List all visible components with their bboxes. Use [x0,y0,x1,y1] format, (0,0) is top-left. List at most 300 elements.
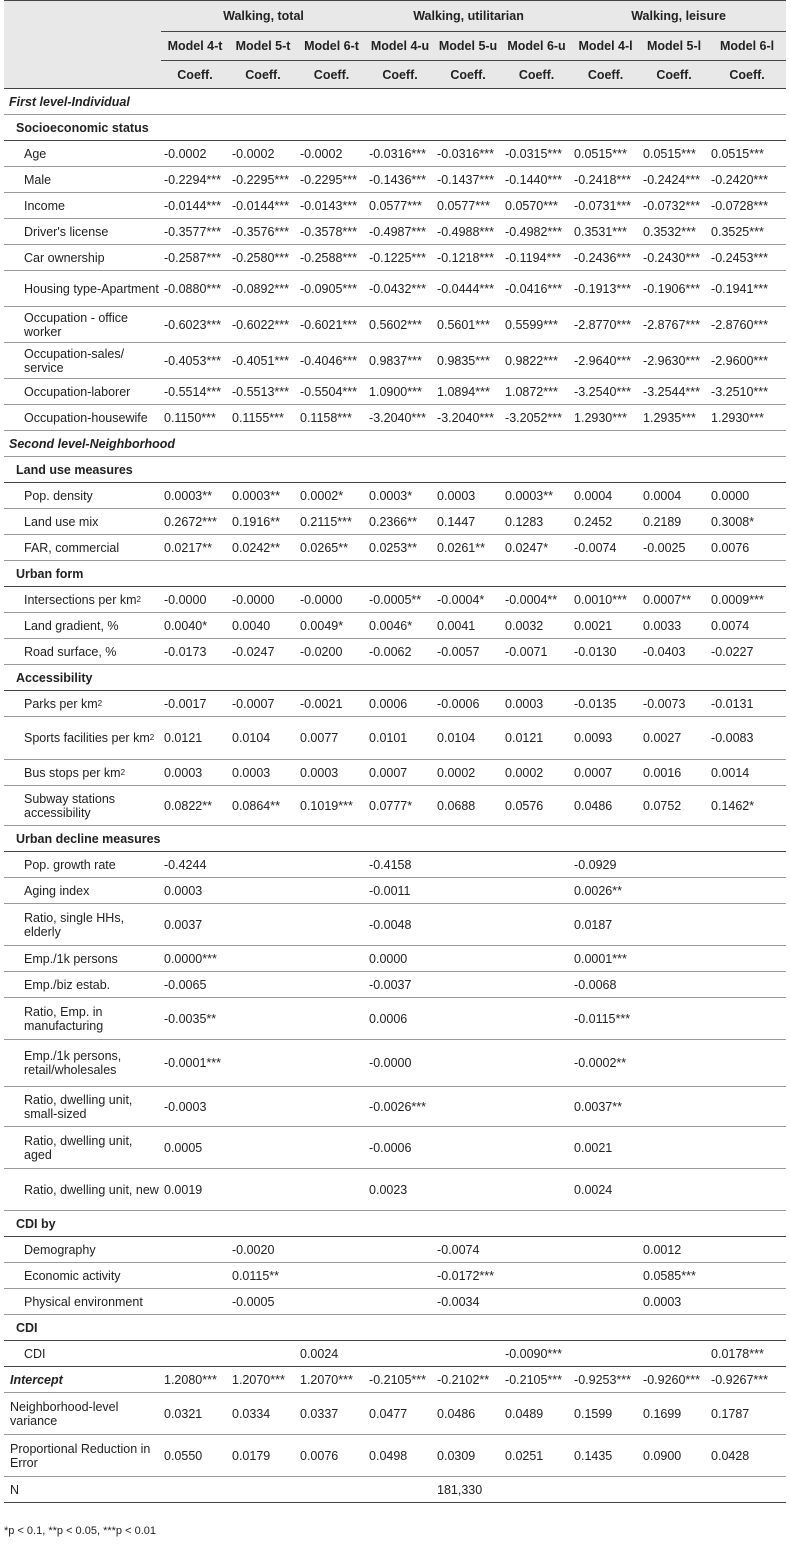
row-label [4,613,161,639]
coefficient-cell: 0.0550 [161,1435,229,1477]
coefficient-cell [571,1237,640,1263]
coefficient-cell: -2.8760*** [708,307,786,343]
row-label-text: Ratio, single HHs, elderly [24,910,125,939]
coefficient-cell: -0.1913*** [571,271,640,307]
coefficient-cell: 0.1283 [502,509,571,535]
coefficient-cell: -0.2587*** [161,245,229,271]
model-header: Model 4-l [571,32,640,61]
coefficient-cell [640,1040,708,1087]
coefficient-cell: 0.0265** [297,535,366,561]
row-label-text: Neighborhood-level variance [10,1399,119,1428]
coefficient-cell [297,946,366,972]
coefficient-cell [708,972,786,998]
coefficient-cell: 0.3525*** [708,219,786,245]
coefficient-cell: -0.6023*** [161,307,229,343]
coefficient-cell: 0.0121 [161,717,229,760]
coefficient-cell [502,878,571,904]
coefficient-cell: -0.4988*** [434,219,502,245]
coefficient-cell: 0.1019*** [297,786,366,826]
table-row [4,1367,786,1393]
row-label-text: Proportional Reduction in Error [10,1441,151,1470]
row-label-text: Pop. growth rate [24,857,116,872]
row-label-text: Sports facilities per km [24,731,150,745]
n-value: 181,330 [434,1477,502,1503]
superscript: 2 [97,698,103,708]
coefficient-cell: 0.1699 [640,1393,708,1435]
coefficient-cell [229,1087,297,1127]
coefficient-cell: 0.0515*** [708,141,786,167]
coefficient-cell: 0.0014 [708,760,786,786]
coefficient-cell: 0.0217** [161,535,229,561]
section-heading: Land use measures [4,457,786,483]
coefficient-cell: -0.0000 [161,587,229,613]
coefficient-cell: 0.0752 [640,786,708,826]
coefficient-cell [708,998,786,1040]
coefficient-cell [161,1289,229,1315]
coefficient-cell [297,972,366,998]
coefficient-cell [502,972,571,998]
table-row [4,717,786,760]
row-label [4,904,161,946]
table-row [4,639,786,665]
section-heading: Urban decline measures [4,826,786,852]
coefficient-cell: 0.0003 [297,760,366,786]
coefficient-cell: -0.0316*** [366,141,434,167]
table-row [4,61,786,89]
coefficient-cell: 0.0900 [640,1435,708,1477]
header-corner [4,32,161,61]
coefficient-cell: 0.0570*** [502,193,571,219]
model-header: Model 4-t [161,32,229,61]
coefficient-cell: -0.0728*** [708,193,786,219]
coefficient-cell: -0.0131 [708,691,786,717]
row-label-text: Car ownership [24,250,105,265]
model-header: Model 5-u [434,32,502,61]
coefficient-cell: 0.0000 [366,946,434,972]
coefficient-cell [434,852,502,878]
superscript: 2 [120,767,126,777]
coefficient-cell: 0.0037 [161,904,229,946]
table-row [4,946,786,972]
coefficient-cell [640,852,708,878]
row-label [4,691,161,717]
coefficient-cell: 1.2930*** [571,405,640,431]
coefficient-cell: 0.0021 [571,1127,640,1169]
table-row [4,167,786,193]
coefficient-cell: 0.0003 [434,483,502,509]
coefficient-cell: -0.0002 [297,141,366,167]
coefficient-cell: -0.0065 [161,972,229,998]
coefficient-cell: 0.0010*** [571,587,640,613]
coefficient-cell: -0.0068 [571,972,640,998]
row-label [4,509,161,535]
coefficient-cell: -0.6021*** [297,307,366,343]
coefficient-cell: 0.1155*** [229,405,297,431]
coefficient-cell [297,1237,366,1263]
coeff-header: Coeff. [161,61,229,89]
coeff-header: Coeff. [571,61,640,89]
section-heading: Socioeconomic status [4,115,786,141]
table-row [4,760,786,786]
row-label [4,535,161,561]
table-row [4,1237,786,1263]
coefficient-cell [502,1237,571,1263]
table-row [4,1040,786,1087]
coefficient-cell: -0.2424*** [640,167,708,193]
coefficient-cell [502,1289,571,1315]
coefficient-cell: -0.3576*** [229,219,297,245]
coefficient-cell: 0.0006 [366,691,434,717]
coefficient-cell: 0.0688 [434,786,502,826]
row-label [4,717,161,760]
coefficient-cell [502,998,571,1040]
table-row [4,1,786,32]
coefficient-cell: 0.0247* [502,535,571,561]
row-label-text: Subway stations accessibility [24,791,116,820]
section-heading: Second level-Neighborhood [4,431,786,457]
row-label [4,1341,161,1367]
coefficient-cell: -0.0315*** [502,141,571,167]
row-label-text: Occupation-sales/ service [24,346,125,375]
coefficient-cell: -0.0035** [161,998,229,1040]
coefficient-cell: -0.0002 [161,141,229,167]
coefficient-cell: -0.0731*** [571,193,640,219]
coefficient-cell [297,1169,366,1211]
coefficient-cell [434,1087,502,1127]
coefficient-cell: -0.0006 [434,691,502,717]
coefficient-cell [708,1087,786,1127]
coefficient-cell: -0.0002 [229,141,297,167]
table-row [4,483,786,509]
coefficient-cell: -0.2295*** [229,167,297,193]
row-label-text: Male [24,172,52,187]
coefficient-cell [229,1341,297,1367]
coefficient-cell: -0.4158 [366,852,434,878]
table-row [4,509,786,535]
coefficient-cell: -3.2544*** [640,379,708,405]
table-row [4,219,786,245]
row-label-text: Pop. density [24,488,93,503]
coefficient-cell: 0.0021 [571,613,640,639]
row-label-text: Road surface, % [24,644,117,659]
row-label-text: FAR, commercial [24,540,120,555]
row-label [4,1263,161,1289]
row-label [4,1169,161,1211]
coefficient-cell: -0.0002** [571,1040,640,1087]
row-label [4,483,161,509]
row-label-text: CDI [24,1346,46,1361]
coefficient-cell: -0.5513*** [229,379,297,405]
row-label [4,1367,161,1393]
coefficient-cell: 1.0900*** [366,379,434,405]
coefficient-cell: 0.2115*** [297,509,366,535]
row-label-text: Occupation - office worker [24,310,128,339]
coefficient-cell [502,1263,571,1289]
coefficient-cell: 0.9835*** [434,343,502,379]
coefficient-cell: -0.0048 [366,904,434,946]
coefficient-cell [640,904,708,946]
coefficient-cell: -0.0444*** [434,271,502,307]
section-heading: CDI [4,1315,786,1341]
coefficient-cell [640,878,708,904]
coefficient-cell [502,1127,571,1169]
model-header: Model 5-t [229,32,297,61]
row-label-text: Intersections per km [24,592,137,607]
coefficient-cell: 0.0477 [366,1393,434,1435]
coefficient-cell [640,1169,708,1211]
coefficient-cell: 0.0077 [297,717,366,760]
coefficient-cell: -0.0034 [434,1289,502,1315]
coefficient-cell: -0.0004** [502,587,571,613]
coefficient-cell: 0.2672*** [161,509,229,535]
row-label-text: Demography [24,1242,96,1257]
coefficient-cell: 0.0004 [571,483,640,509]
coefficient-cell: 0.0337 [297,1393,366,1435]
coefficient-cell: 0.0309 [434,1435,502,1477]
table-row [4,193,786,219]
coefficient-cell: -0.0130 [571,639,640,665]
coefficient-cell: -0.1440*** [502,167,571,193]
coefficient-cell: -0.0004* [434,587,502,613]
coefficient-cell: -0.0074 [434,1237,502,1263]
coefficient-cell: -0.0011 [366,878,434,904]
coefficient-cell: 0.1916** [229,509,297,535]
coefficient-cell: -2.9630*** [640,343,708,379]
coefficient-cell [161,1263,229,1289]
coefficient-cell [708,1289,786,1315]
row-label-text: Economic activity [24,1268,121,1283]
coefficient-cell: 0.0486 [571,786,640,826]
table-row [4,1393,786,1435]
coefficient-cell: -0.0071 [502,639,571,665]
table-row [4,587,786,613]
coefficient-cell: -0.0880*** [161,271,229,307]
row-label [4,852,161,878]
coefficient-cell: -0.0074 [571,535,640,561]
coefficient-cell [640,972,708,998]
coeff-header: Coeff. [366,61,434,89]
coefficient-cell [229,998,297,1040]
coefficient-cell [229,878,297,904]
coefficient-cell: 0.0251 [502,1435,571,1477]
row-label [4,946,161,972]
coefficient-cell: -2.9600*** [708,343,786,379]
coefficient-cell: -0.2102** [434,1367,502,1393]
empty-cell [366,1477,434,1503]
coefficient-cell [434,1040,502,1087]
table-row [4,613,786,639]
coefficient-cell [434,998,502,1040]
coefficient-cell [297,878,366,904]
coefficient-cell: 0.0428 [708,1435,786,1477]
table-row [4,852,786,878]
table-row [4,307,786,343]
coefficient-cell: -0.0403 [640,639,708,665]
coefficient-cell: 0.0515*** [640,141,708,167]
table-row [4,141,786,167]
row-label-text: Ratio, dwelling unit, new [24,1182,159,1197]
header-corner [4,61,161,89]
coefficient-cell: 0.0777* [366,786,434,826]
coeff-header: Coeff. [434,61,502,89]
coefficient-cell: -0.1218*** [434,245,502,271]
coefficient-cell: -0.0057 [434,639,502,665]
table-row [4,1477,786,1503]
group-header: Walking, utilitarian [366,1,571,32]
row-label [4,219,161,245]
coefficient-cell: -0.2430*** [640,245,708,271]
coefficient-cell: 0.0002* [297,483,366,509]
coefficient-cell: 0.2452 [571,509,640,535]
empty-cell [502,1477,571,1503]
table-row [4,405,786,431]
empty-cell [571,1477,640,1503]
coefficient-cell [708,1237,786,1263]
coefficient-cell: -0.0144*** [161,193,229,219]
coefficient-cell: -0.0143*** [297,193,366,219]
row-label [4,1435,161,1477]
coefficient-cell: -0.0073 [640,691,708,717]
table-row [4,1127,786,1169]
coefficient-cell: -0.2580*** [229,245,297,271]
coefficient-cell [571,1341,640,1367]
coefficient-cell: 1.0872*** [502,379,571,405]
coefficient-cell: -3.2510*** [708,379,786,405]
coefficient-cell: -0.0173 [161,639,229,665]
row-label [4,167,161,193]
coefficient-cell: -0.9260*** [640,1367,708,1393]
row-label-text: Aging index [24,883,90,898]
section-heading: Urban form [4,561,786,587]
coefficient-cell [708,946,786,972]
table-row [4,972,786,998]
row-label-text: Land use mix [24,514,99,529]
row-label-text: Housing type-Apartment [24,281,159,296]
coefficient-cell: 0.1447 [434,509,502,535]
coefficient-cell: 0.0019 [161,1169,229,1211]
row-label [4,1237,161,1263]
coefficient-cell [297,852,366,878]
coeff-header: Coeff. [640,61,708,89]
coefficient-cell [297,1040,366,1087]
coefficient-cell [640,1127,708,1169]
table-row [4,343,786,379]
coefficient-cell: 0.0261** [434,535,502,561]
coefficient-cell: 0.0003 [502,691,571,717]
coefficient-cell: 0.0121 [502,717,571,760]
coefficient-cell: -0.0017 [161,691,229,717]
coefficient-cell [366,1289,434,1315]
row-label [4,998,161,1040]
row-label-text: Ratio, dwelling unit, small-sized [24,1092,133,1121]
coefficient-cell: 0.0000 [708,483,786,509]
row-label [4,141,161,167]
coefficient-cell: 0.0005 [161,1127,229,1169]
row-label [4,1393,161,1435]
coefficient-cell: 0.0187 [571,904,640,946]
coefficient-cell: -0.4244 [161,852,229,878]
coefficient-cell: -0.0929 [571,852,640,878]
table-row [4,1211,786,1237]
coefficient-cell: 0.0003** [502,483,571,509]
coefficient-cell: -0.0732*** [640,193,708,219]
row-label-text: Emp./1k persons, retail/wholesales [24,1049,122,1077]
coefficient-cell: 0.0003* [366,483,434,509]
coefficient-cell: 0.0498 [366,1435,434,1477]
row-label [4,245,161,271]
table-row [4,904,786,946]
coefficient-cell: 0.0033 [640,613,708,639]
coefficient-cell: -0.0026*** [366,1087,434,1127]
coefficient-cell: 0.0027 [640,717,708,760]
coefficient-cell: 0.0334 [229,1393,297,1435]
coefficient-cell: 0.0104 [229,717,297,760]
coefficient-cell: -0.2105*** [366,1367,434,1393]
row-label [4,1289,161,1315]
coefficient-cell: 0.0864** [229,786,297,826]
coeff-header: Coeff. [708,61,786,89]
row-label [4,1127,161,1169]
row-label-text: Age [24,146,47,161]
section-heading: Accessibility [4,665,786,691]
coefficient-cell: 0.0001*** [571,946,640,972]
header-corner [4,1,161,32]
coefficient-cell: -0.4982*** [502,219,571,245]
coefficient-cell: 0.0076 [297,1435,366,1477]
coefficient-cell: 0.0115** [229,1263,297,1289]
coefficient-cell: -0.2295*** [297,167,366,193]
empty-cell [161,1477,229,1503]
coefficient-cell: -0.5514*** [161,379,229,405]
coeff-header: Coeff. [229,61,297,89]
coefficient-cell [434,904,502,946]
coefficient-cell: 0.0321 [161,1393,229,1435]
coefficient-cell: 0.0076 [708,535,786,561]
row-label [4,878,161,904]
table-row [4,115,786,141]
coefficient-cell: 0.0003 [161,760,229,786]
group-header: Walking, total [161,1,366,32]
coefficient-cell: 0.9837*** [366,343,434,379]
row-label-text: Bus stops per km [24,765,121,780]
row-label-text: Emp./biz estab. [24,977,111,992]
coefficient-cell: 0.0577*** [366,193,434,219]
coefficient-cell [434,1341,502,1367]
table-row [4,998,786,1040]
coefficient-cell: -0.0000 [297,587,366,613]
coefficient-cell: 0.0002 [434,760,502,786]
row-label [4,972,161,998]
coefficient-cell: 0.0003 [640,1289,708,1315]
coefficient-cell: -0.0227 [708,639,786,665]
coefficient-cell: -0.0892*** [229,271,297,307]
coefficient-cell: 0.0489 [502,1393,571,1435]
table-row [4,826,786,852]
table-row [4,786,786,826]
coefficient-cell: -0.0144*** [229,193,297,219]
coefficient-cell: 0.0003** [229,483,297,509]
coefficient-cell: -0.1941*** [708,271,786,307]
coefficient-cell [502,946,571,972]
coefficient-cell [640,998,708,1040]
coefficient-cell: -0.2420*** [708,167,786,193]
model-header: Model 6-u [502,32,571,61]
table-row [4,271,786,307]
coefficient-cell: -0.0062 [366,639,434,665]
coefficient-cell [434,1127,502,1169]
coefficient-cell: -0.4051*** [229,343,297,379]
table-row [4,1435,786,1477]
